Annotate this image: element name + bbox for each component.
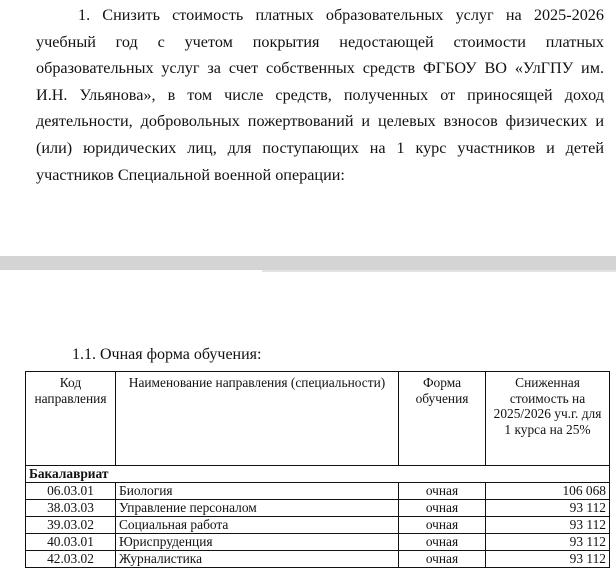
section-row [26,466,610,483]
header-form: Форма обучения [399,372,486,466]
cell-price: 93 112 [486,500,610,517]
cell-code: 39.03.02 [26,517,116,534]
cell-name: Биология [116,483,399,500]
price-table [25,371,610,568]
cell-code: 38.03.03 [26,500,116,517]
cell-form: очная [399,483,486,500]
header-price: Сниженная стоимость на 2025/2026 уч.г. для 1 курса на 25% [486,372,610,466]
table-row [26,534,610,551]
cell-form: очная [399,517,486,534]
section-heading: 1.1. Очная форма обучения: [72,346,262,363]
cell-code: 06.03.01 [26,483,116,500]
table-row [26,517,610,534]
cell-name: Журналистика [116,551,399,568]
cell-price: 93 112 [486,517,610,534]
cell-name: Социальная работа [116,517,399,534]
page-break [0,256,616,270]
cell-form: очная [399,551,486,568]
cell-price: 93 112 [486,551,610,568]
cell-code: 42.03.02 [26,551,116,568]
table-row [26,500,610,517]
cell-price: 106 068 [486,483,610,500]
cell-price: 93 112 [486,534,610,551]
cell-code: 40.03.01 [26,534,116,551]
cell-form: очная [399,500,486,517]
table-header-row [26,372,610,466]
header-name: Наименование направления (специальности) [116,372,399,466]
cell-form: очная [399,534,486,551]
document-page-upper [0,0,616,256]
cell-name: Юриспруденция [116,534,399,551]
header-code: Код направления [26,372,116,466]
table-row [26,483,610,500]
section-label: Бакалавриат [26,466,610,483]
intro-paragraph: 1. Снизить стоимость платных образовательных услуг на 2025-2026 учебный год с учетом покрытия недостающей стоимости платных образовательных услуг за счет собственных средств ФГБОУ ВО «УлГПУ им. И.Н. Ульянова», в том числе средств, полученных от приносящей доход деятельности, добровольных пожертвований и целевых взносов физических и (или) юридических лиц, для поступающих на 1 курс участников и детей участников Специальной военной операции: [36,6,604,184]
table-row [26,551,610,568]
cell-name: Управление персоналом [116,500,399,517]
